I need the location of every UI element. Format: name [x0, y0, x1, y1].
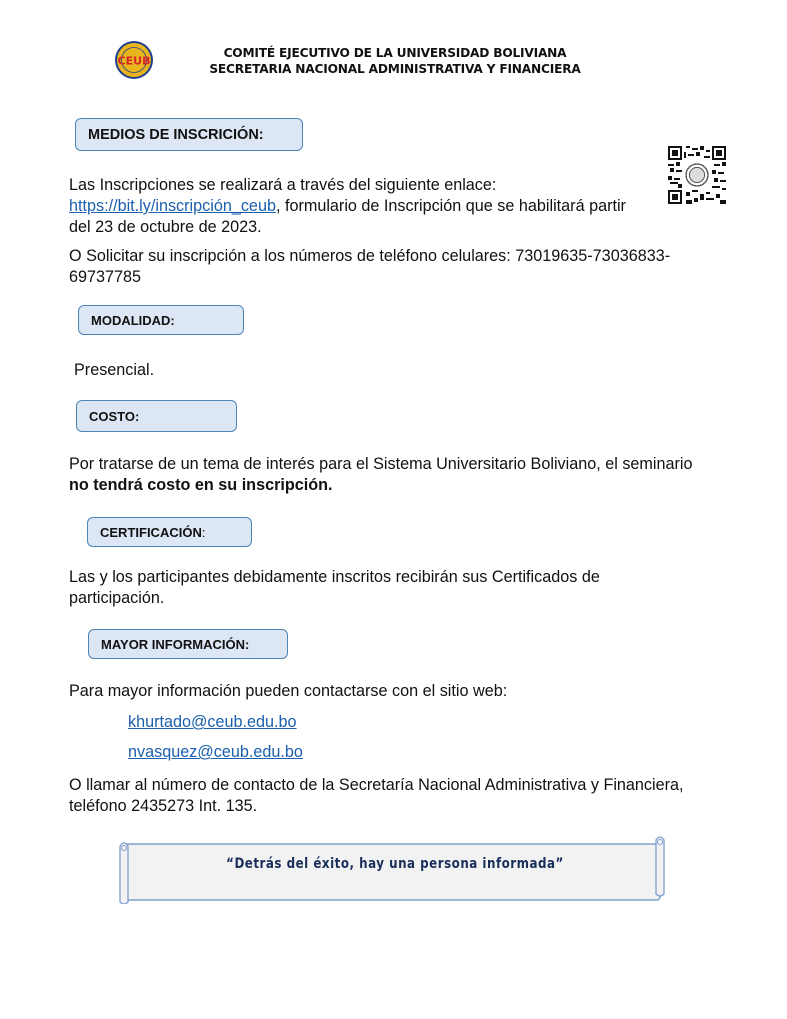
inscription-text-line-1: Las Inscripciones se realizará a través del siguiente enlace: [69, 176, 497, 194]
email-list [128, 712, 303, 763]
certification-text [69, 567, 600, 609]
section-title-certification-label: CERTIFICACIÓN [100, 524, 202, 540]
inscription-phones-line-2: 69737785 [69, 268, 142, 286]
inscription-link[interactable]: https://bit.ly/inscripción_ceub [69, 197, 276, 215]
more-info-intro: Para mayor información pueden contactarse con el sitio web: [69, 682, 508, 700]
email-link-khurtado[interactable]: khurtado@ceub.edu.bo [128, 713, 297, 731]
more-info-call-line-2: teléfono 2435273 Int. 135. [69, 797, 258, 815]
certification-text-line-2: participación. [69, 589, 165, 607]
section-title-cost-label: COSTO: [89, 408, 140, 424]
section-title-more-info [88, 629, 288, 659]
document-header [170, 45, 620, 77]
certification-text-line-1: Las y los participantes debidamente inscritos recibirán sus Certificados de [69, 568, 600, 586]
section-title-certification-colon: : [201, 524, 206, 540]
header-line-2: SECRETARIA NACIONAL ADMINISTRATIVA Y FINANCIERA [209, 62, 581, 76]
section-title-modality [78, 305, 244, 335]
ceub-logo [114, 40, 154, 80]
inscription-phones-line-1: O Solicitar su inscripción a los números de teléfono celulares: 73019635-73036833- [69, 247, 671, 265]
cost-text-bold: no tendrá costo en su inscripción. [69, 476, 333, 494]
qr-code-icon[interactable] [668, 146, 726, 204]
inscription-text [69, 175, 626, 238]
section-title-cost [76, 400, 237, 432]
more-info-call [69, 775, 684, 817]
section-title-more-info-label: MAYOR INFORMACIÓN: [101, 636, 250, 652]
inscription-text-line-3: del 23 de octubre de 2023. [69, 218, 262, 236]
modality-value: Presencial. [74, 361, 155, 379]
cost-text-line-1: Por tratarse de un tema de interés para el Sistema Universitario Boliviano, el seminario [69, 455, 693, 473]
footer-quote: “Detrás del éxito, hay una persona informada” [226, 856, 564, 872]
section-title-inscription-label: MEDIOS DE INSCRICIÓN: [88, 126, 264, 143]
section-title-modality-label: MODALIDAD: [91, 312, 175, 328]
section-title-certification [87, 517, 252, 547]
logo-text: CEUB [117, 54, 151, 68]
cost-text [69, 454, 693, 496]
section-title-inscription [75, 118, 303, 151]
more-info-call-line-1: O llamar al número de contacto de la Secretaría Nacional Administrativa y Financiera, [69, 776, 684, 794]
header-line-1: COMITÉ EJECUTIVO DE LA UNIVERSIDAD BOLIVIANA [223, 46, 567, 60]
email-link-nvasquez[interactable]: nvasquez@ceub.edu.bo [128, 743, 303, 761]
inscription-phones [69, 246, 670, 288]
inscription-text-line-2 [69, 196, 626, 217]
inscription-text-after-link: , formulario de Inscripción que se habilitará partir [275, 197, 626, 215]
